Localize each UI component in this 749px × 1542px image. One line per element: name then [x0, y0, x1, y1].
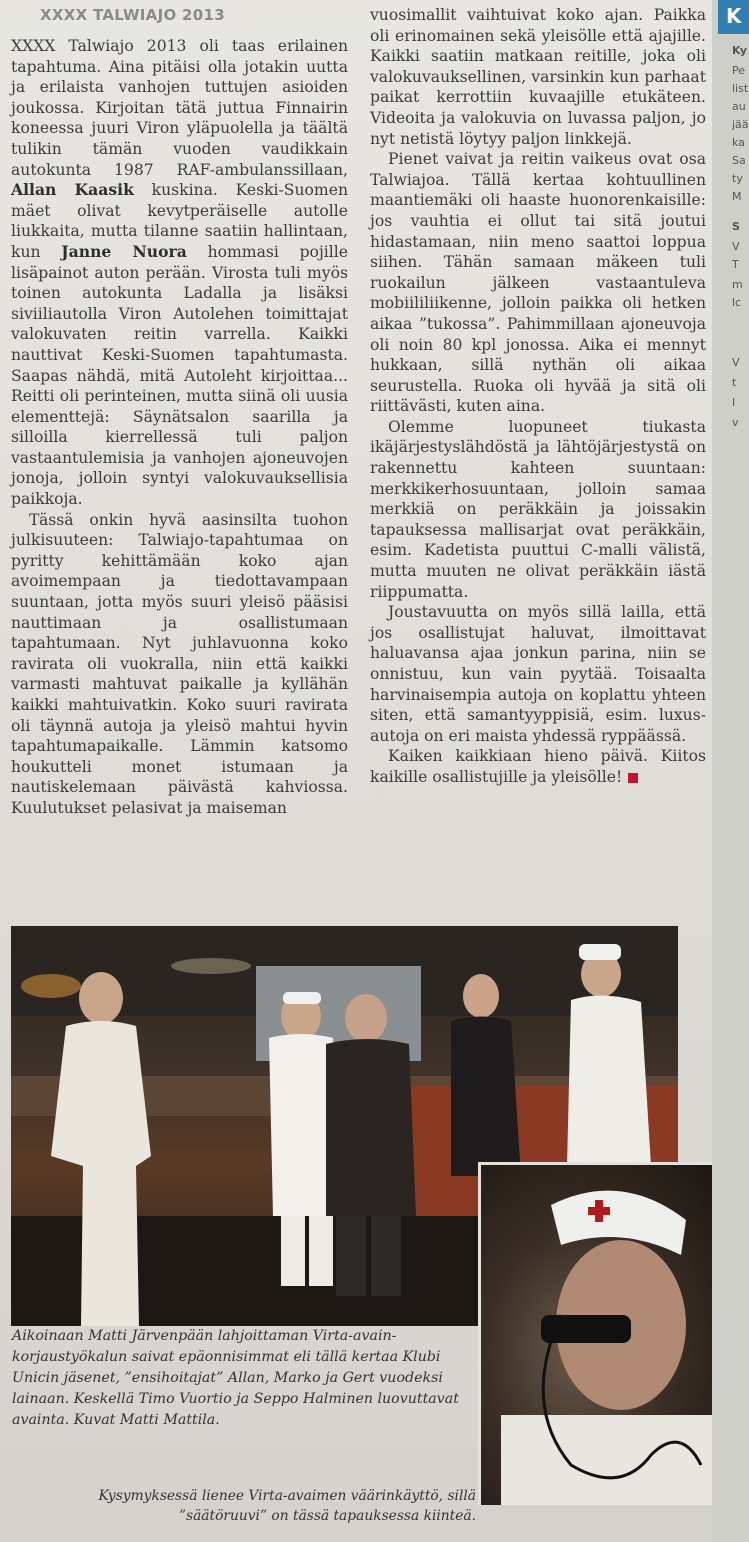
- photo-caption: Aikoinaan Matti Järvenpään lahjoittaman Virta-avain-korjaustyökalun saivat epäonnisimmat eli tällä kertaa Klubi Unicin jäsenet, ”ensihoitajat” Allan, Marko ja Gert vuodeksi lainaan. Keskellä Timo Vuortio ja Seppo Halminen luovuttavat avainta. Kuvat Matti Mattila.: [12, 1328, 459, 1428]
- sidebar-fragment: M: [732, 190, 742, 203]
- end-mark-icon: [628, 773, 638, 783]
- sidebar-fragment: ka: [732, 136, 745, 149]
- next-page-edge: [712, 0, 749, 1542]
- paragraph: vuosimallit vaihtuivat koko ajan. Paikka oli erinomainen sekä yleisölle että ajajille. Kaikki saatiin matkaan reitille, joka oli valokuvauksellinen, varsinkin kun parhaat paikat kerrottiin kuvaajille etukäteen. Videoita ja valokuvia on luvassa paljon, jo nyt netistä löytyy paljon linkkejä.: [370, 6, 706, 148]
- section-tab: K: [718, 0, 749, 34]
- sidebar-fragment: list: [732, 82, 749, 95]
- sidebar-fragment: V: [732, 240, 740, 253]
- sidebar-fragment: Ky: [732, 44, 747, 57]
- person-name: Allan Kaasik: [11, 180, 134, 200]
- sidebar-fragment: au: [732, 100, 746, 113]
- inset-photo: [478, 1162, 721, 1505]
- sidebar-fragment: S: [732, 220, 740, 233]
- sidebar-fragment: lc: [732, 296, 742, 309]
- article-header: XXXX TALWIAJO 2013: [40, 6, 225, 24]
- sidebar-fragment: v: [732, 416, 739, 429]
- article-column-1: [11, 36, 348, 819]
- sidebar-fragment: I: [732, 396, 736, 409]
- paragraph: Pienet vaivat ja reitin vaikeus ovat osa Talwiajoa. Tällä kertaa kohtuullinen maantiemäki oli haaste huonorenkaisille: jos vauhtia ei ollut tai sitä joutui hidastamaan, niin meno saattoi loppua siihen. Tähän samaan mäkeen tuli ruokailun jälkeen vastaantuleva mobiililiikenne, jolloin paikka oli hetken aikaa ”tukossa”. Pahimmillaan ajoneuvoja oli noin 80 kpl jonossa. Aika ei mennyt hukkaan, sillä nythän oli aikaa seurustella. Ruoka oli hyvää ja sitä oli riittävästi, kuten aina.: [370, 150, 706, 416]
- sidebar-fragment: Pe: [732, 64, 746, 77]
- sidebar-fragment: m: [732, 278, 743, 291]
- sidebar-fragment: jää: [732, 118, 749, 131]
- paragraph: Joustavuutta on myös sillä lailla, että jos osallistujat haluvat, ilmoittavat haluavansa ajaa jonkun parina, niin se onnistuu, kun vain pyytää. Toisaalta harvinaisempia autoja on koplattu yhteen siten, että samantyyppisiä, esim. luxus-autoja on eri maista yhdessä ryppäässä.: [370, 603, 706, 745]
- inset-photo-illustration: [481, 1165, 721, 1505]
- paragraph: Kaiken kaikkiaan hieno päivä. Kiitos kaikille osallistujille ja yleisölle!: [370, 747, 706, 786]
- inset-caption: Kysymyksessä lienee Virta-avaimen väärinkäyttö, sillä ”säätöruuvi” on tässä tapauksessa kiinteä.: [98, 1488, 476, 1524]
- sidebar-fragment: ty: [732, 172, 743, 185]
- sidebar-fragment: V: [732, 356, 740, 369]
- sidebar-fragment: T: [732, 258, 739, 271]
- paragraph: Tässä onkin hyvä aasinsilta tuohon julkisuuteen: Talwiajo-tapahtumaa on pyritty kehittämään koko ajan avoimempaan ja tiedottavampaan suuntaan, jotta myös suuri yleisö pääsisi nauttimaan ja osallistumaan tapahtumaan. Nyt juhlavuonna koko ravirata oli vuokralla, niin että kaikki varmasti mahtuvat paikalle ja kyllähän kaikki mahtuivatkin. Koko suuri ravirata oli täynnä autoja ja yleisö mahtui hyvin tapahtumapaikalle. Lämmin katsomo houkutteli monet istumaan ja nautiskelemaan päivästä kahviossa. Kuulutukset pelasivat ja maiseman: [11, 510, 348, 817]
- paragraph: XXXX Talwiajo 2013 oli taas erilainen tapahtuma. Aina pitäisi olla jotakin uutta ja erilaista vanhojen tuttujen asioiden joukossa. Kirjoitan tätä juttua Finnairin koneessa juuri Viron yläpuolella ja täältä tulikin tämän vuoden vaudikkain autokunta 1987 RAF-ambulanssillaan, Allan Kaasik kuskina. Keski-Suomen mäet olivat kevytperäiselle autolle liukkaita, mutta tilanne saatiin hallintaan, kun Janne Nuora hommasi pojille lisäpainot auton perään. Virosta tuli myös toinen autokunta Ladalla ja lisäksi siviiliautolla Viron Autolehen toimittajat valokuvaten reitin varrella. Kaikki nauttivat Keski-Suomen tapahtumasta. Saapas nähdä, mitä Autoleht kirjoittaa... Reitti oli perinteinen, mutta siinä oli uusia elementtejä: Säynätsalon saarilla ja silloilla kierrellessä tuli paljon vastaantulemisia ja vanhojen ajoneuvojen jonoja, jolloin syntyi valokuvauksellisia paikkoja.: [11, 37, 348, 509]
- sidebar-fragment: Sa: [732, 154, 746, 167]
- article-column-2: [370, 5, 706, 788]
- sidebar-fragment: t: [732, 376, 737, 389]
- person-name: Janne Nuora: [61, 241, 187, 261]
- paragraph: Olemme luopuneet tiukasta ikäjärjestyslähdöstä ja lähtöjärjestystä on rakennettu kahteen suuntaan: merkkikerhosuuntaan, jolloin samaa merkkiä on peräkkäin ja joissakin tapauksessa mallisarjat ovat peräkkäin, esim. Kadetista puuttui C-malli välistä, mutta muuten ne olivat peräkkäin iästä riippumatta.: [370, 417, 706, 601]
